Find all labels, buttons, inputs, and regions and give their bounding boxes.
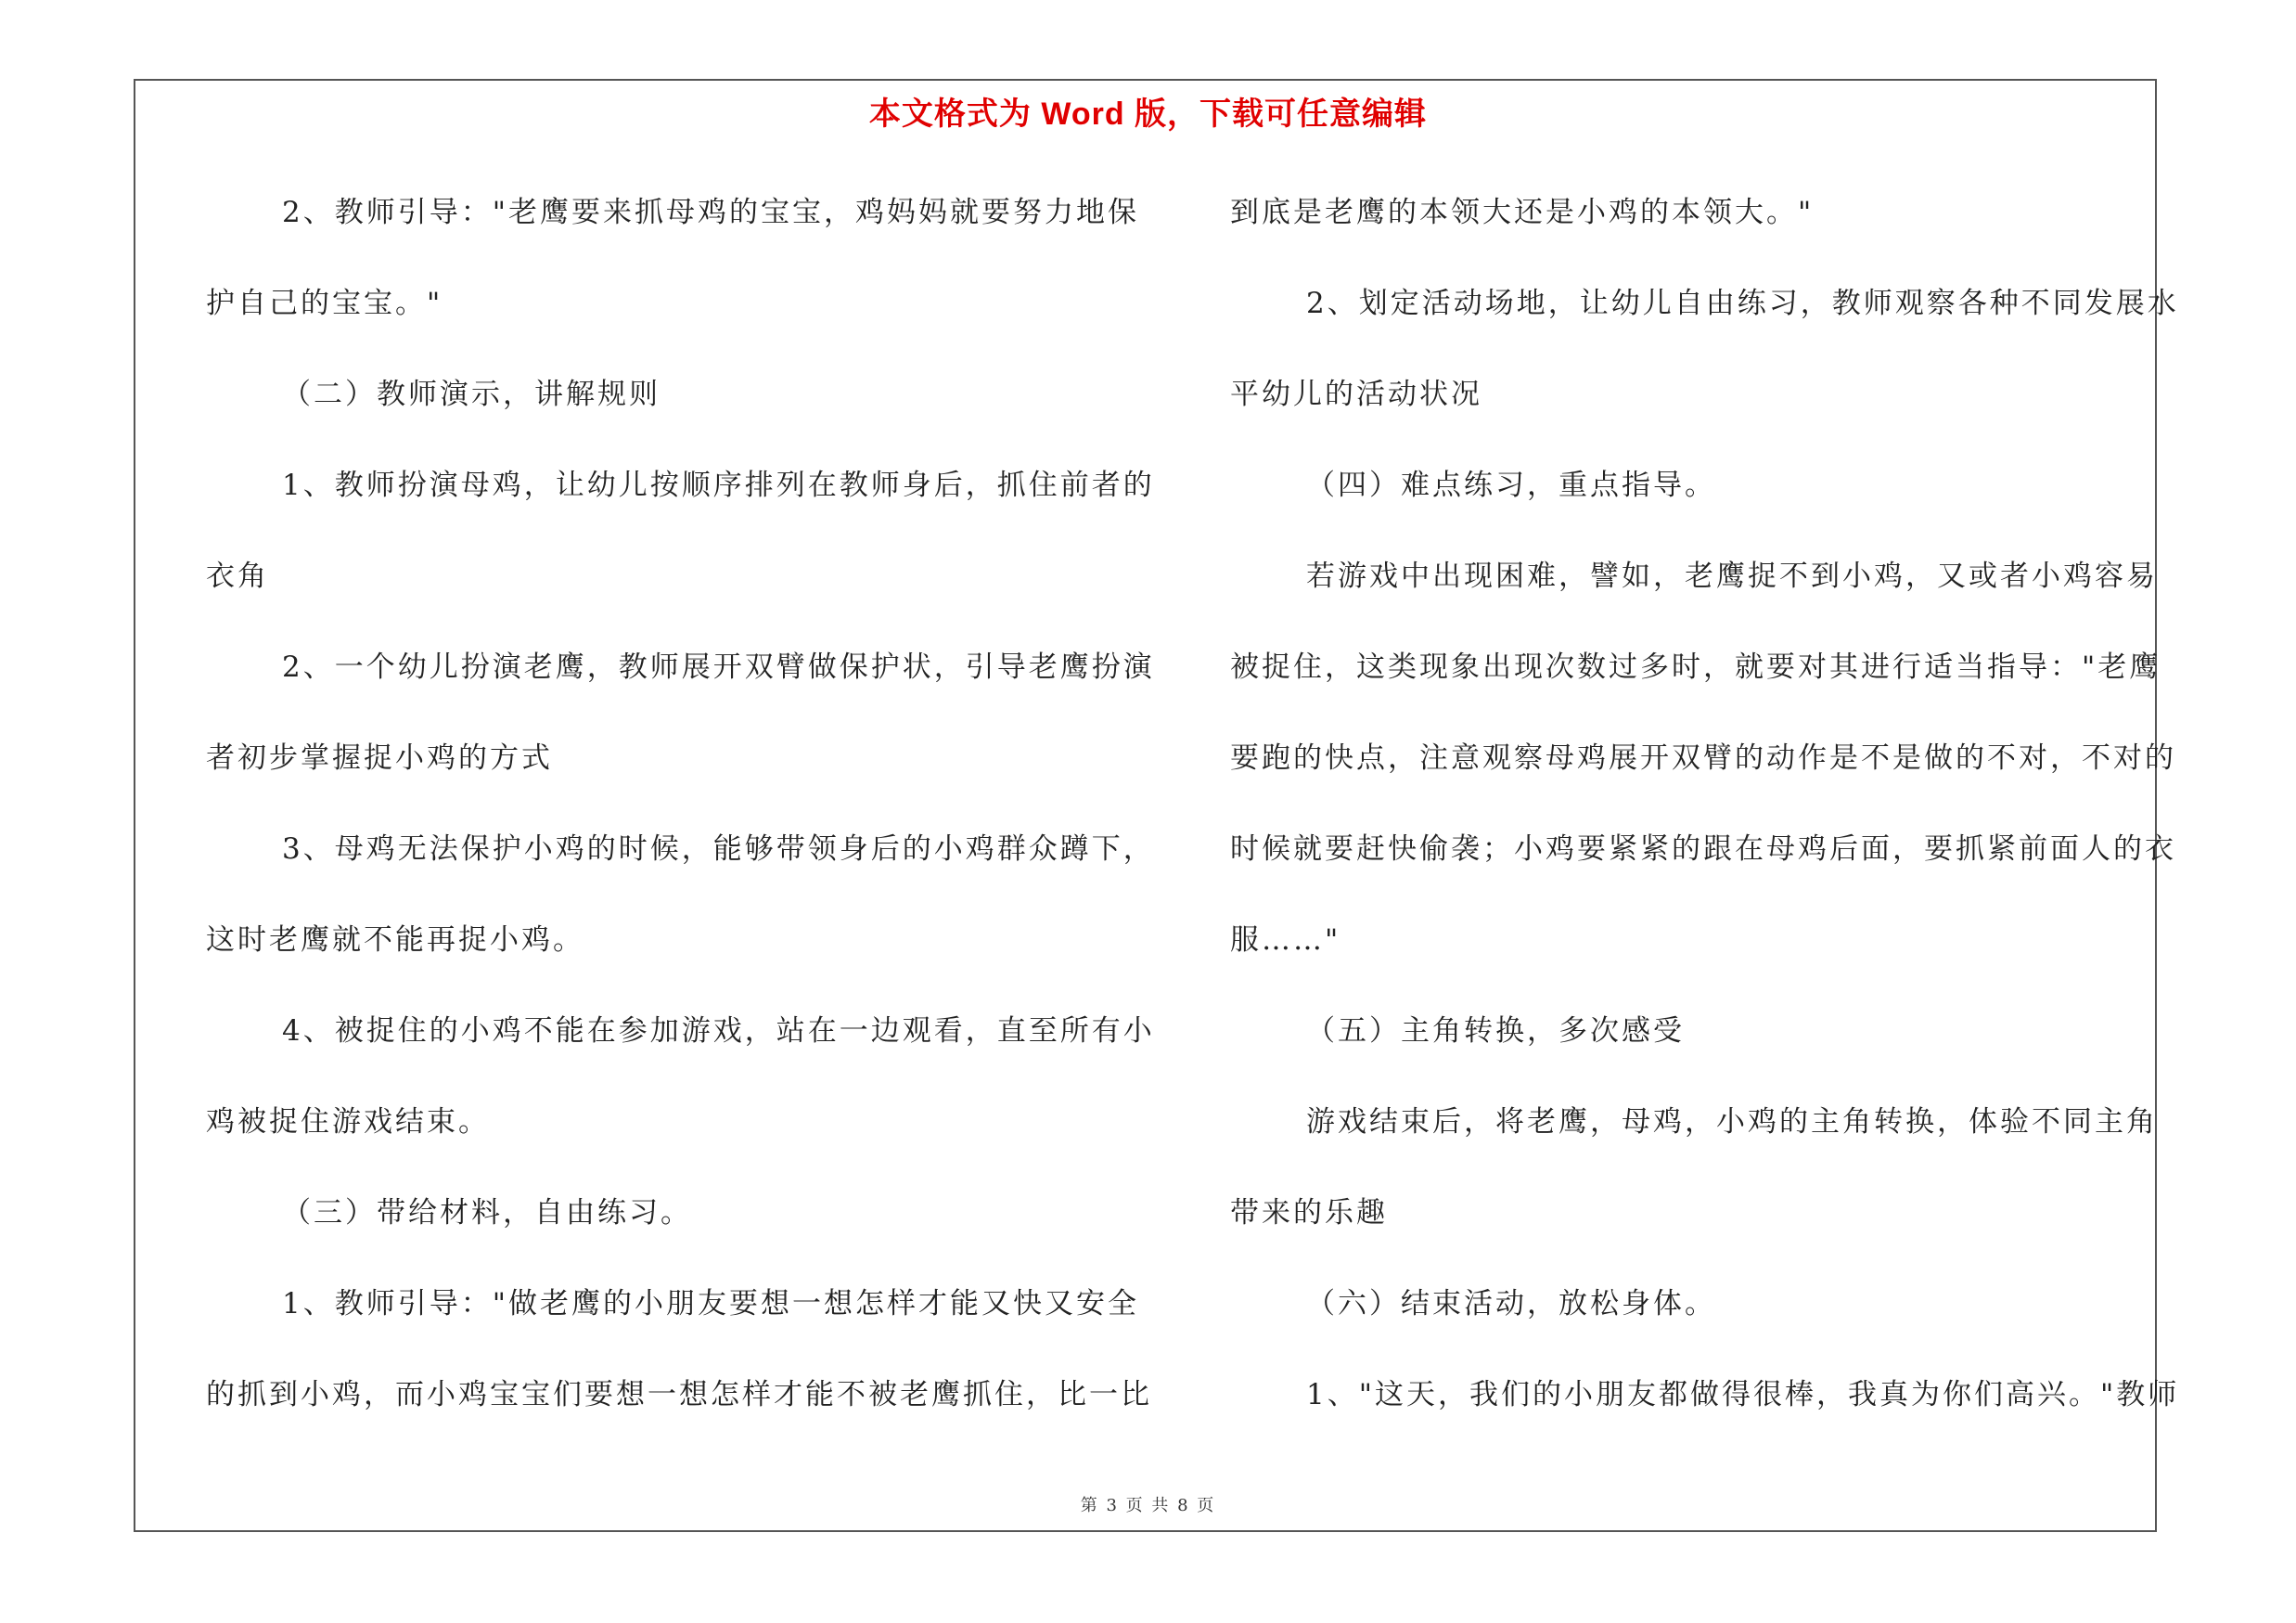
paragraph-line: 2、一个幼儿扮演老鹰，教师展开双臂做保护状，引导老鹰扮演 [282,650,1155,684]
paragraph-line: 这时老鹰就不能再捉小鸡。 [206,923,584,957]
paragraph-line: （六）结束活动，放松身体。 [1306,1287,1716,1320]
paragraph-line: 衣角 [206,560,269,593]
paragraph-line: 1、"这天，我们的小朋友都做得很棒，我真为你们高兴。"教师 [1306,1378,2180,1411]
paragraph-line: 2、教师引导："老鹰要来抓母鸡的宝宝，鸡妈妈就要努力地保 [282,196,1139,229]
paragraph-line: 1、教师引导："做老鹰的小朋友要想一想怎样才能又快又安全 [282,1287,1139,1320]
paragraph-line: 带来的乐趣 [1230,1196,1388,1230]
paragraph-line: 要跑的快点，注意观察母鸡展开双臂的动作是不是做的不对，不对的 [1230,741,2176,775]
paragraph-line: 4、被捉住的小鸡不能在参加游戏，站在一边观看，直至所有小 [282,1014,1155,1048]
paragraph-line: 时候就要赶快偷袭；小鸡要紧紧的跟在母鸡后面，要抓紧前面人的衣 [1230,832,2176,866]
paragraph-line: （二）教师演示，讲解规则 [282,378,661,411]
paragraph-line: 服……" [1230,923,1341,957]
paragraph-line: 鸡被捉住游戏结束。 [206,1105,490,1139]
paragraph-line: 护自己的宝宝。" [206,287,443,320]
right-column [1230,167,2180,1440]
paragraph-line: 1、教师扮演母鸡，让幼儿按顺序排列在教师身后，抓住前者的 [282,469,1155,502]
page-number: 第 3 页 共 8 页 [1080,1496,1216,1515]
paragraph-line: （四）难点练习，重点指导。 [1306,469,1716,502]
paragraph-line: 若游戏中出现困难，譬如，老鹰捉不到小鸡，又或者小鸡容易 [1306,560,2158,593]
paragraph-line: 平幼儿的活动状况 [1230,378,1482,411]
paragraph-line: 3、母鸡无法保护小鸡的时候，能够带领身后的小鸡群众蹲下， [282,832,1155,866]
left-column [206,167,1155,1440]
paragraph-line: 的抓到小鸡，而小鸡宝宝们要想一想怎样才能不被老鹰抓住，比一比 [206,1378,1152,1411]
paragraph-line: 被捉住，这类现象出现次数过多时，就要对其进行适当指导："老鹰 [1230,650,2161,684]
format-banner: 本文格式为 Word 版，下载可任意编辑 [868,97,1428,132]
paragraph-line: （五）主角转换，多次感受 [1306,1014,1685,1048]
paragraph-line: （三）带给材料，自由练习。 [282,1196,692,1230]
paragraph-line: 者初步掌握捉小鸡的方式 [206,741,553,775]
paragraph-line: 游戏结束后，将老鹰，母鸡，小鸡的主角转换，体验不同主角 [1306,1105,2158,1139]
paragraph-line: 2、划定活动场地，让幼儿自由练习，教师观察各种不同发展水 [1306,287,2179,320]
paragraph-line: 到底是老鹰的本领大还是小鸡的本领大。" [1230,196,1815,229]
